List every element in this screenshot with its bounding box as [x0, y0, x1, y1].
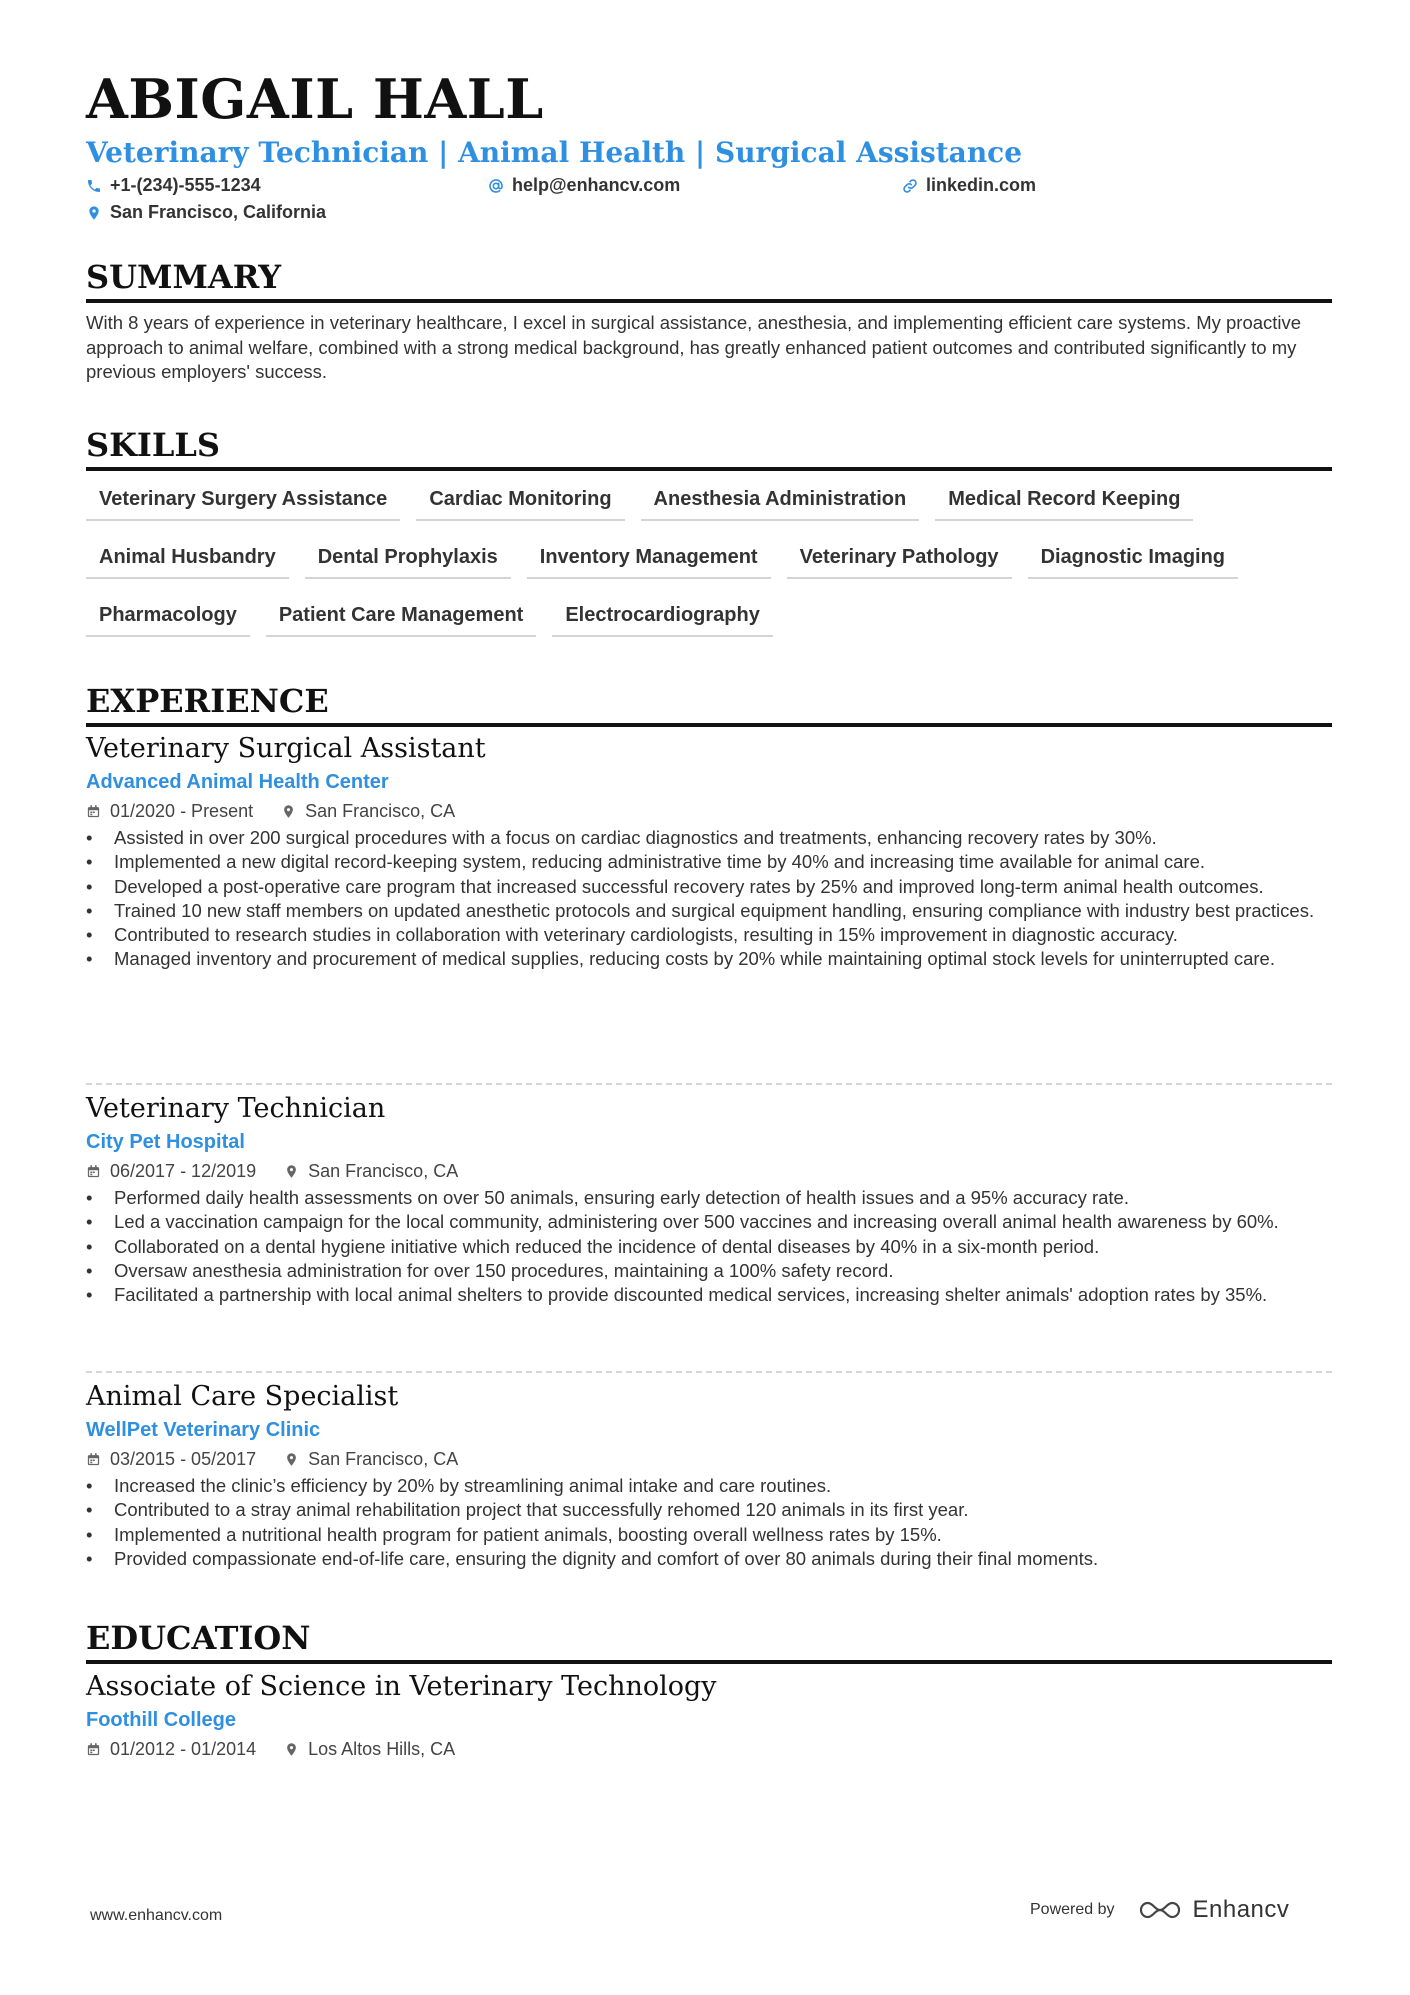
- degree-title: Associate of Science in Veterinary Technology: [86, 1671, 717, 1702]
- job-company[interactable]: WellPet Veterinary Clinic: [86, 1419, 321, 1441]
- job-dates: 06/2017 - 12/2019: [110, 1161, 257, 1181]
- education-location: Los Altos Hills, CA: [308, 1739, 456, 1759]
- skill-tag: Anesthesia Administration: [641, 480, 920, 521]
- job-meta: [86, 1160, 1332, 1182]
- skill-tag: Animal Husbandry: [86, 538, 289, 579]
- skill-tag: Dental Prophylaxis: [305, 538, 511, 579]
- bullet-item: • Increased the clinic’s efficiency by 20% by streamlining animal intake and care routines.: [86, 1474, 1332, 1498]
- skill-tag: Pharmacology: [86, 596, 250, 637]
- candidate-headline: Veterinary Technician | Animal Health | Surgical Assistance: [86, 136, 1023, 169]
- job-bullets: [86, 1186, 1332, 1307]
- job-meta: [86, 800, 1332, 822]
- map-pin-icon: [281, 804, 296, 819]
- job-title: Animal Care Specialist: [86, 1381, 399, 1412]
- job-company[interactable]: Advanced Animal Health Center: [86, 771, 389, 793]
- map-pin-icon: [86, 205, 102, 221]
- entry-divider: [86, 1083, 1332, 1085]
- education-entry: [86, 1671, 1332, 1760]
- skill-tag: Electrocardiography: [552, 596, 773, 637]
- bullet-item: • Trained 10 new staff members on updated anesthetic protocols and surgical equipment handling, ensuring compliance with industry best practices.: [86, 899, 1332, 923]
- school-name[interactable]: Foothill College: [86, 1709, 236, 1731]
- job-title: Veterinary Surgical Assistant: [86, 733, 486, 764]
- job-title: Veterinary Technician: [86, 1093, 386, 1124]
- contact-email[interactable]: [488, 175, 680, 196]
- job-company[interactable]: City Pet Hospital: [86, 1131, 245, 1153]
- experience-entry: [86, 1093, 1332, 1307]
- powered-by-label: Powered by: [1030, 1901, 1115, 1918]
- bullet-item: • Collaborated on a dental hygiene initiative which reduced the incidence of dental diseases by 40% in a six-month period.: [86, 1235, 1332, 1259]
- linkedin-link[interactable]: linkedin.com: [926, 175, 1037, 195]
- education-meta: [86, 1738, 1332, 1760]
- bullet-item: • Provided compassionate end-of-life care, ensuring the dignity and comfort of over 80 animals during their final moments.: [86, 1547, 1332, 1571]
- location-text: San Francisco, California: [110, 202, 327, 222]
- contact-phone: [86, 175, 261, 196]
- bullet-item: • Assisted in over 200 surgical procedures with a focus on cardiac diagnostics and treatments, enhancing recovery rates by 30%.: [86, 826, 1332, 850]
- map-pin-icon: [284, 1452, 299, 1467]
- phone-text: +1-(234)-555-1234: [110, 175, 261, 195]
- map-pin-icon: [284, 1164, 299, 1179]
- job-dates: 01/2020 - Present: [110, 801, 254, 821]
- bullet-item: • Contributed to a stray animal rehabilitation project that successfully rehomed 120 animals in its first year.: [86, 1498, 1332, 1522]
- job-dates: 03/2015 - 05/2017: [110, 1449, 257, 1469]
- calendar-icon: [86, 1742, 101, 1757]
- phone-icon: [86, 178, 102, 194]
- bullet-item: • Implemented a new digital record-keeping system, reducing administrative time by 40% and increasing time available for animal care.: [86, 850, 1332, 874]
- email-link[interactable]: help@enhancv.com: [512, 175, 681, 195]
- skill-tag: Medical Record Keeping: [935, 480, 1193, 521]
- bullet-item: • Facilitated a partnership with local animal shelters to provide discounted medical services, increasing shelter animals' adoption rates by 35%.: [86, 1283, 1332, 1307]
- bullet-item: • Oversaw anesthesia administration for over 150 procedures, maintaining a 100% safety record.: [86, 1259, 1332, 1283]
- education-dates: 01/2012 - 01/2014: [110, 1739, 257, 1759]
- calendar-icon: [86, 1452, 101, 1467]
- bullet-item: • Implemented a nutritional health program for patient animals, boosting overall wellness rates by 15%.: [86, 1523, 1332, 1547]
- at-sign-icon: [488, 178, 504, 194]
- bullet-item: • Managed inventory and procurement of medical supplies, reducing costs by 20% while maintaining optimal stock levels for uninterrupted care.: [86, 947, 1332, 971]
- summary-text: With 8 years of experience in veterinary healthcare, I excel in surgical assistance, anesthesia, and implementing efficient care systems. My proactive approach to animal welfare, combined with a strong medical background, has greatly enhanced patient outcomes and contributed significantly to my previous employers' success.: [86, 312, 1302, 382]
- contact-location: [86, 202, 326, 223]
- education-heading: EDUCATION: [86, 1622, 1332, 1664]
- job-location: San Francisco, CA: [305, 801, 456, 821]
- calendar-icon: [86, 804, 101, 819]
- experience-entry: [86, 733, 1332, 972]
- bullet-item: • Developed a post-operative care program that increased successful recovery rates by 25% and improved long-term animal health outcomes.: [86, 875, 1332, 899]
- job-location: San Francisco, CA: [308, 1449, 459, 1469]
- experience-entry: [86, 1381, 1332, 1571]
- job-bullets: [86, 826, 1332, 972]
- bullet-item: • Performed daily health assessments on over 50 animals, ensuring early detection of health issues and a 95% accuracy rate.: [86, 1186, 1332, 1210]
- skills-row: [86, 480, 1332, 538]
- skill-tag: Cardiac Monitoring: [416, 480, 624, 521]
- link-icon: [902, 178, 918, 194]
- skills-list: [86, 480, 1332, 654]
- map-pin-icon: [284, 1742, 299, 1757]
- skill-tag: Veterinary Surgery Assistance: [86, 480, 400, 521]
- skills-heading: SKILLS: [86, 429, 1332, 471]
- entry-divider: [86, 1371, 1332, 1373]
- skill-tag: Veterinary Pathology: [787, 538, 1012, 579]
- experience-heading: EXPERIENCE: [86, 685, 1332, 727]
- enhancv-logo-icon: [1137, 1898, 1183, 1922]
- job-bullets: [86, 1474, 1332, 1571]
- footer-branding: [1030, 1896, 1289, 1924]
- skill-tag: Patient Care Management: [266, 596, 537, 637]
- bullet-item: • Contributed to research studies in collaboration with veterinary cardiologists, resulting in 15% improvement in diagnostic accuracy.: [86, 923, 1332, 947]
- contact-linkedin[interactable]: [902, 175, 1036, 196]
- job-meta: [86, 1448, 1332, 1470]
- brand-name: Enhancv: [1192, 1896, 1290, 1923]
- bullet-item: • Led a vaccination campaign for the local community, administering over 500 vaccines and increasing overall animal health awareness by 60%.: [86, 1210, 1332, 1234]
- footer-website[interactable]: www.enhancv.com: [90, 1907, 223, 1924]
- skill-tag: Inventory Management: [527, 538, 771, 579]
- calendar-icon: [86, 1164, 101, 1179]
- skills-row: [86, 596, 1332, 654]
- candidate-name: ABIGAIL HALL: [86, 67, 544, 131]
- job-location: San Francisco, CA: [308, 1161, 459, 1181]
- summary-heading: SUMMARY: [86, 261, 1332, 303]
- skill-tag: Diagnostic Imaging: [1028, 538, 1238, 579]
- skills-row: [86, 538, 1332, 596]
